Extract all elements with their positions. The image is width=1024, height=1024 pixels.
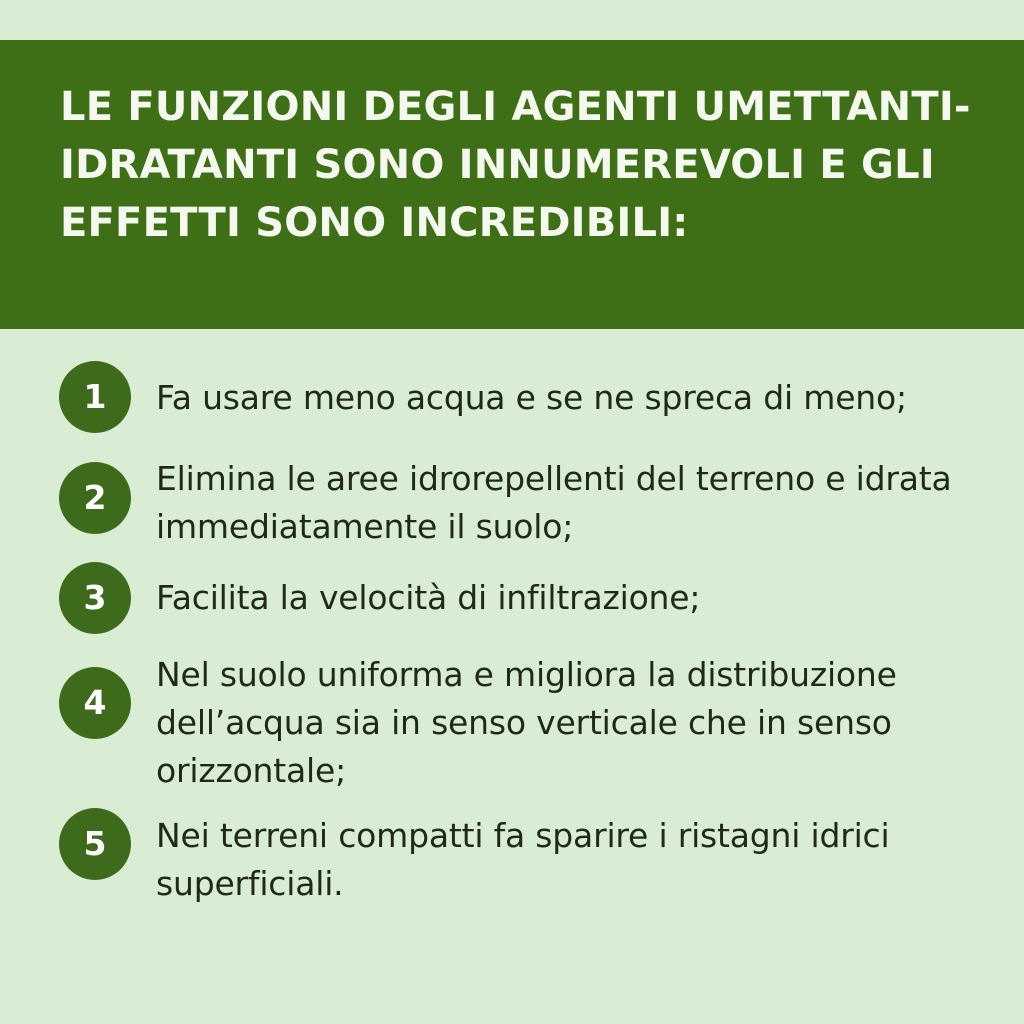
list-item-text: Facilita la velocità di infiltrazione;: [156, 578, 701, 617]
list-item-text: Nei terreni compatti fa sparire i ristagni idrici superficiali.: [156, 816, 890, 903]
page-title: LE FUNZIONI DEGLI AGENTI UMETTANTI-IDRATANTI SONO INNUMEREVOLI E GLI EFFETTI SONO INCREDIBILI:: [60, 84, 971, 246]
number-badge: 4: [59, 667, 131, 739]
number-badge: 3: [59, 562, 131, 634]
list-item-text: Nel suolo uniforma e migliora la distribuzione dell’acqua sia in senso verticale che in senso orizzontale;: [156, 655, 897, 790]
number-badge: 2: [59, 462, 131, 534]
number-badge: 5: [59, 808, 131, 880]
list-item-text: Fa usare meno acqua e se ne spreca di meno;: [156, 378, 907, 417]
number-badge: 1: [59, 361, 131, 433]
list-item-text: Elimina le aree idrorepellenti del terreno e idrata immediatamente il suolo;: [156, 459, 952, 546]
